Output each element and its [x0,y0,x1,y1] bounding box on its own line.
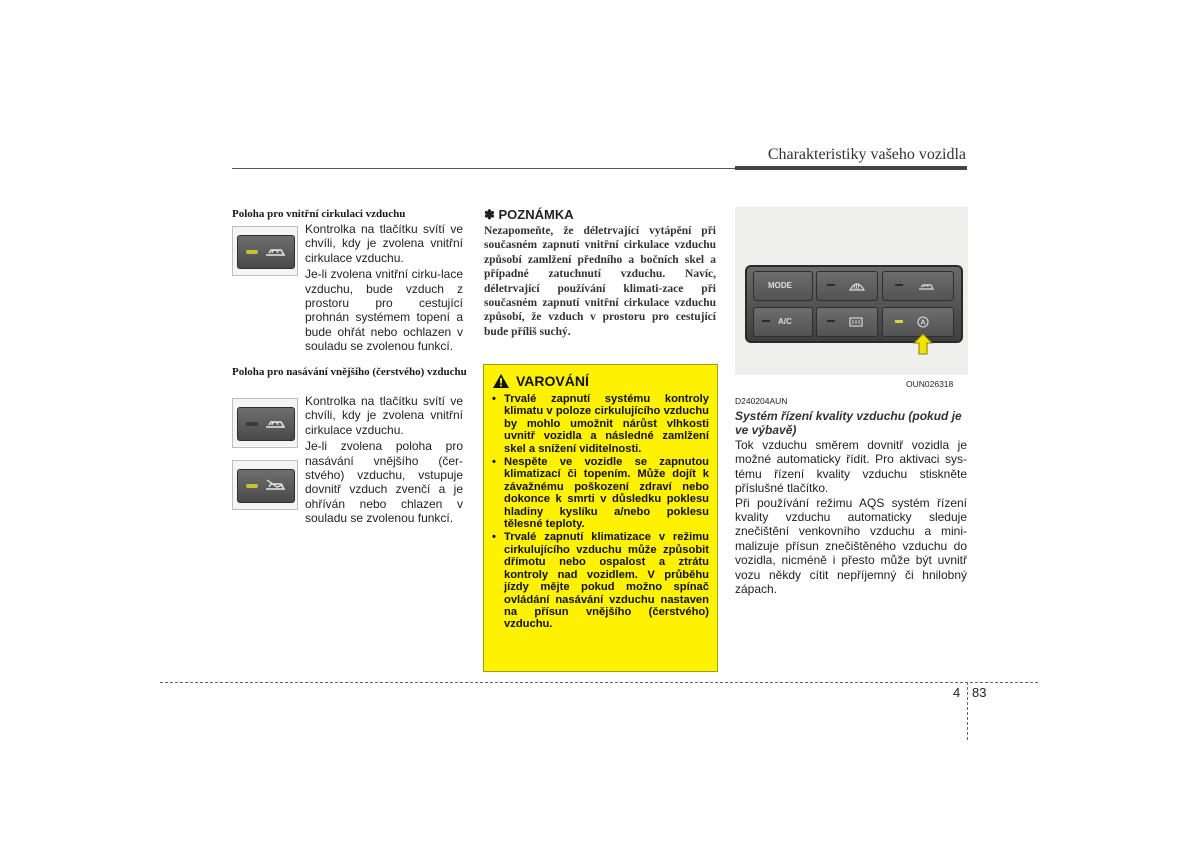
climate-control-panel [745,265,963,343]
aqs-text-p2: Při používání režimu AQS systém řízení kvality vzduchu automaticky sleduje znečištění venkovního vzduchu a mini-malizuje přísun znečištěného vzduchu do vozidla, nicméně i přesto může být uvnitř vozu někdy cítit nepříjemný či hnilobný zápach. [735,495,967,597]
aqs-heading: Systém řízení kvality vzduchu (pokud je ve výbavě) [735,409,962,438]
warning-item: • Trvalé zapnutí klimatizace v režimu cirkulujícího vzduchu může způsobit dřímotu nebo ospalost a ztrátu kontroly nad vozidlem. V průběhu jízdy mějte pokud možno spínač ovládání nasávání vzduchu nastaven na přísun vnějšího (čerstvého) vzduchu. [492,531,709,631]
climate-panel-photo [735,207,968,375]
warning-item-text: Nespěte ve vozidle se zapnutou klimatizací či topením. Může dojít k závažnému poškození zdraví nebo dokonce k smrti v důsledku poklesu hladiny kyslíku a/nebo poklesu tělesné teploty. [504,456,709,531]
recirculation-button [882,271,954,301]
fresh-air-text-p2: Je-li zvolena poloha pro nasávání vnějšího (čer-stvého) vzduchu, vstupuje dovnitř vzduch zvenčí a je ohříván nebo chlazen v souladu se zvolenou funkcí. [305,439,463,526]
photo-code: OUN026318 [906,379,954,389]
warning-title-row [492,373,709,389]
defrost-button [816,271,878,301]
warning-item: • Nespěte ve vozidle se zapnutou klimatizací či topením. Může dojít k závažnému poškození zdraví nebo dokonce k smrti v důsledku poklesu hladiny kyslíku a/nebo poklesu tělesné teploty. [492,456,709,531]
warning-triangle-icon [492,373,510,389]
ac-button [753,307,813,337]
mode-button-label: MODE [768,281,792,290]
fresh-air-heading: Poloha pro nasávání vnějšího (čerstvého) vzduchu [232,366,467,378]
warning-item-text: Trvalé zapnutí klimatizace v režimu cirkulujícího vzduchu může způsobit dřímotu nebo ospalost a ztrátu kontroly nad vozidlem. V průběhu jízdy mějte pokud možno spínač ovládání nasávání vzduchu nastaven na přísun vnějšího (čerstvého) vzduchu. [504,531,709,631]
arrow-up-icon [913,333,933,355]
warning-box [483,364,718,672]
chapter-number: 4 [953,685,961,700]
footer-divider [160,682,1038,683]
warning-item-text: Trvalé zapnutí systému kontroly klimatu v poloze cirkulujícího vzduchu by mohlo umožnit nárůst vlhkosti uvnitř vozidla a následné zamlžení skel a snížení viditelnosti. [504,393,709,455]
mode-button [753,271,813,301]
recirculation-icon [263,243,287,259]
footer-vertical-divider [967,682,968,740]
aqs-text-p1: Tok vzduchu směrem dovnitř vozidla je možné automaticky řídit. Pro aktivaci sys-tému řízení kvality vzduchu stiskněte příslušné tlačítko. [735,438,967,496]
recirculation-text-p2: Je-li zvolena vnitřní cirku-lace vzduchu, bude vzduch z prostoru pro cestující prohnán systémem topení a bude ohřát nebo ochlazen v souladu se zvolenou funkcí. [305,267,463,354]
recirculation-icon [917,280,935,292]
ac-button-label: A/C [778,317,792,326]
note-heading: ✽ POZNÁMKA [484,207,574,222]
fresh-air-icon [263,477,287,493]
recirculation-off-button-image [232,398,298,448]
rear-defrost-icon [849,316,863,328]
recirculation-icon [263,415,287,431]
indicator-led [246,484,258,488]
recirculation-button-image [232,226,298,276]
fresh-air-text [305,394,463,526]
page-header-title: Charakteristiky vašeho vozidla [767,146,966,163]
warning-list [492,393,709,631]
recirculation-text-p1: Kontrolka na tlačítku svítí ve chvíli, kdy je zvolena vnitřní cirkulace vzduchu. [305,222,463,265]
fresh-air-text-p1: Kontrolka na tlačítku svítí ve chvíli, kdy je zvolena vnitřní cirkulace vzduchu. [305,394,463,437]
note-text: Nezapomeňte, že déletrvající vytápění při současném zapnutí vnitřní cirkulace vzduchu způsobí zamlžení předního a bočních skel a případné zatuchnutí vzduchu. Navíc, déletrvající používání klimati-zace při současném zapnutí vnitřní cirkulace vzduchu způsobí, že vzduch v prostoru pro cestující bude příliš suchý. [484,225,716,338]
recirculation-text [305,222,463,354]
aqs-icon [917,316,929,328]
warning-title: VAROVÁNÍ [516,373,589,389]
warning-item: • Trvalé zapnutí systému kontroly klimatu v poloze cirkulujícího vzduchu by mohlo umožnit nárůst vlhkosti uvnitř vozidla a následné zamlžení skel a snížení viditelnosti. [492,393,709,455]
indicator-led [246,250,258,254]
recirculation-heading: Poloha pro vnitřní cirkulaci vzduchu [232,208,406,220]
header-rule-accent [735,166,967,170]
header-rule [232,168,735,169]
windshield-defrost-icon [849,280,865,292]
svg-text:A: A [920,319,926,327]
figure-code: D240204AUN [735,396,788,406]
page-number: 83 [972,685,987,700]
rear-defrost-button [816,307,878,337]
indicator-led [246,422,258,426]
fresh-air-button-image [232,460,298,510]
aqs-text [735,438,967,596]
